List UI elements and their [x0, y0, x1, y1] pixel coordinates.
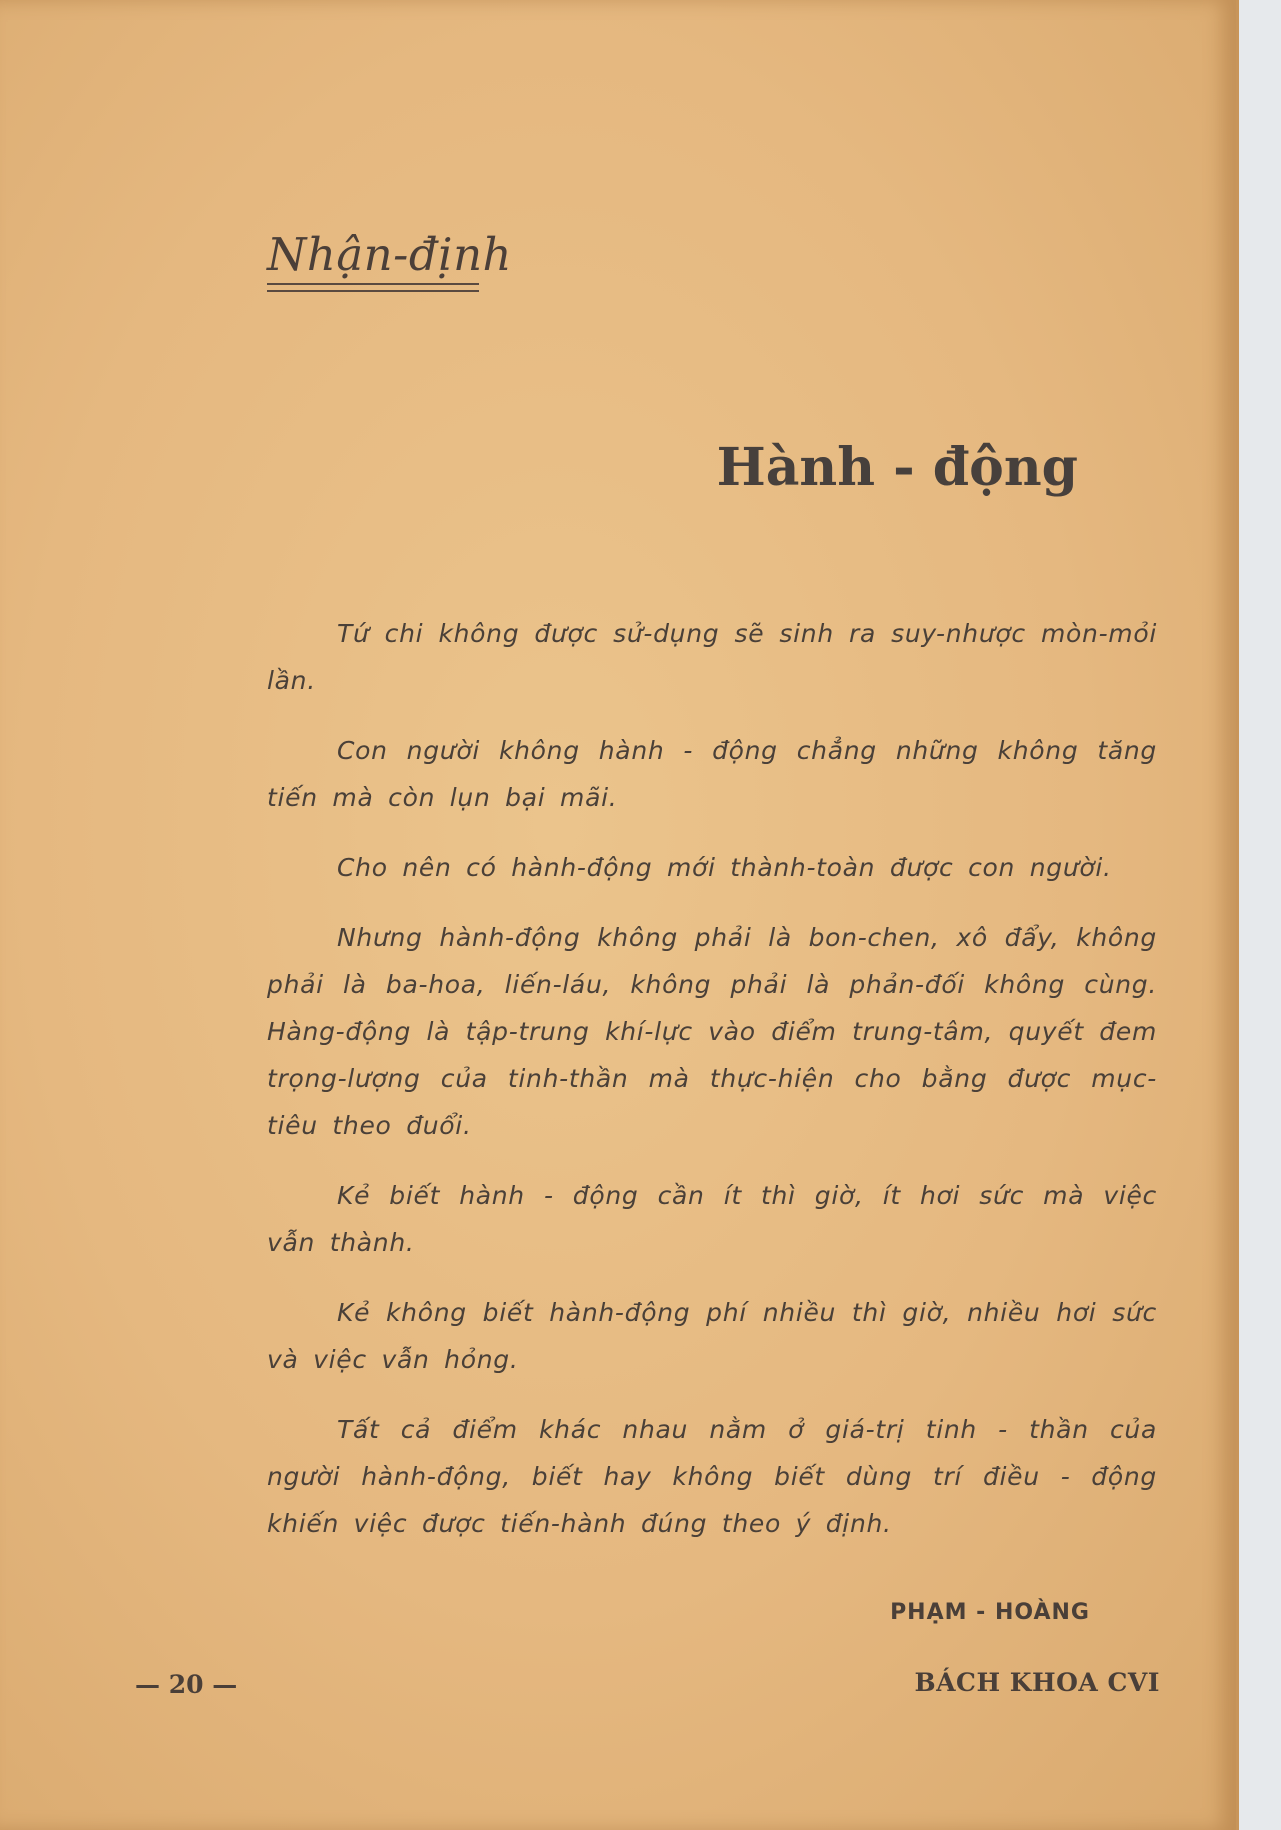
publication-name: BÁCH KHOA CVI [914, 1668, 1160, 1697]
paragraph: Tất cả điểm khác nhau nằm ở giá-trị tinh - thần của người hành-động, biết hay không biết dùng trí điều - động khiến việc được tiến-hành đúng theo ý định. [267, 1415, 1157, 1538]
paragraph: Kẻ không biết hành-động phí nhiều thì giờ, nhiều hơi sức và việc vẫn hỏng. [267, 1298, 1157, 1374]
article-title: Hành - động [716, 437, 1078, 498]
section-label-underline [267, 283, 479, 292]
paragraph: Tứ chi không được sử-dụng sẽ sinh ra suy-nhược mòn-mỏi lần. [267, 619, 1157, 695]
paragraph: Cho nên có hành-động mới thành-toàn được con người. [337, 853, 1112, 882]
paragraph: Con người không hành - động chẳng những không tăng tiến mà còn lụn bại mãi. [267, 736, 1157, 812]
paragraph: Kẻ biết hành - động cần ít thì giờ, ít hơi sức mà việc vẫn thành. [267, 1181, 1157, 1257]
page-number: — 20 — [135, 1670, 238, 1699]
paragraph: Nhưng hành-động không phải là bon-chen, xô đẩy, không phải là ba-hoa, liến-láu, không phải là phản-đối không cùng. Hàng-động là tập-trung khí-lực vào điểm trung-tâm, quyết đem trọng-lượng của tinh-thần mà thực-hiện cho bằng được mục-tiêu theo đuổi. [267, 923, 1157, 1140]
section-label: Nhận-định [267, 228, 513, 281]
author-byline: PHẠM - HOÀNG [890, 1600, 1090, 1625]
article-body [267, 610, 1157, 1570]
